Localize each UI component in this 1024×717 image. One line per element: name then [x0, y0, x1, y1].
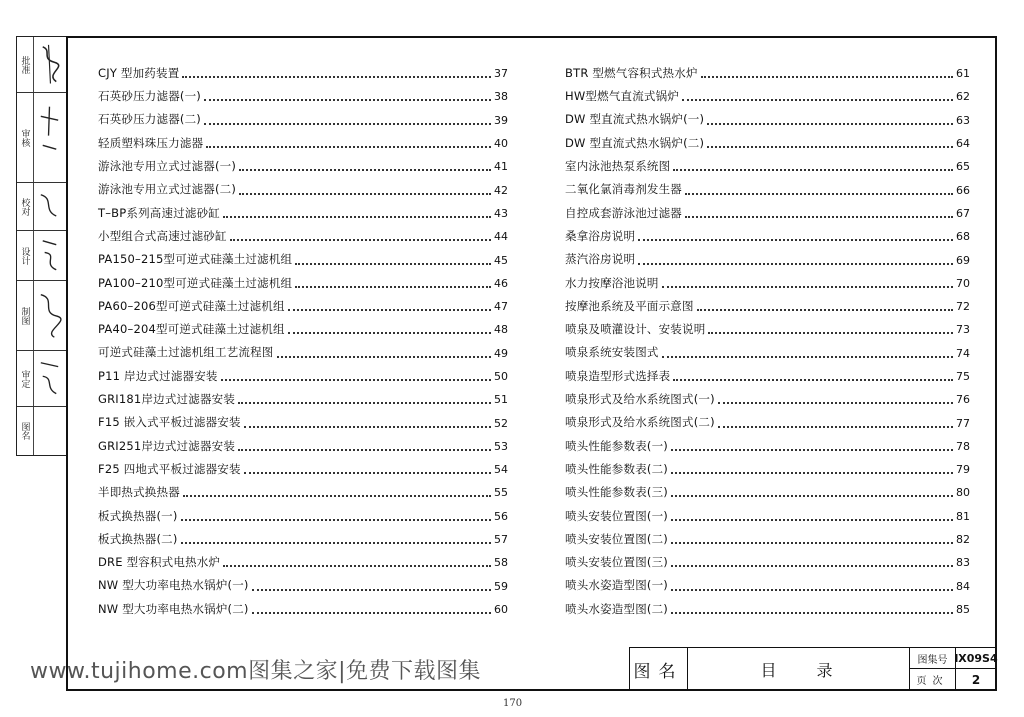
index-entry	[565, 248, 970, 271]
index-entry	[565, 481, 970, 504]
dot-leader	[671, 611, 953, 614]
dot-leader	[252, 611, 491, 614]
index-entry	[98, 575, 508, 598]
entry-page-number: 76	[956, 393, 970, 407]
entry-page-number: 57	[494, 533, 508, 547]
entry-page-number: 40	[494, 137, 508, 151]
entry-page-number: 49	[494, 346, 508, 360]
dot-leader	[277, 355, 492, 358]
index-entry	[98, 85, 508, 108]
index-entry	[565, 505, 970, 528]
entry-page-number: 62	[956, 90, 970, 104]
entry-page-number: 55	[494, 486, 508, 500]
dot-leader	[673, 378, 953, 381]
index-entry	[98, 132, 508, 155]
entry-page-number: 82	[956, 533, 970, 547]
entry-page-number: 61	[956, 67, 970, 81]
index-entry	[565, 202, 970, 225]
index-entry	[565, 458, 970, 481]
page-number-label: 页次	[910, 669, 956, 690]
dot-leader	[685, 192, 953, 195]
entry-title: 按摩池系统及平面示意图	[565, 298, 694, 313]
entry-title: NW 型大功率电热水锅炉(二)	[98, 601, 249, 616]
entry-title: 喷头安装位置图(一)	[565, 508, 668, 523]
page-number-value: 2	[971, 672, 981, 687]
index-entry	[565, 85, 970, 108]
entry-title: 喷头水姿造型图(一)	[565, 578, 668, 593]
dot-leader	[671, 494, 953, 497]
entry-title: 桑拿浴房说明	[565, 228, 636, 243]
watermark-text: www.tujihome.com图集之家|免费下载图集	[30, 659, 482, 684]
index-entry	[98, 458, 508, 481]
dot-leader	[671, 588, 953, 591]
index-entry	[565, 411, 970, 434]
index-entry	[98, 109, 508, 132]
signature-mark	[35, 235, 64, 276]
entry-page-number: 77	[956, 416, 970, 430]
index-entry	[98, 365, 508, 388]
strip-cell-approve	[17, 37, 66, 93]
entry-page-number: 59	[494, 579, 508, 593]
title-block-label: 图名	[630, 648, 688, 690]
entry-page-number: 41	[494, 160, 508, 174]
entry-page-number: 79	[956, 463, 970, 477]
footer-page-number: 170	[503, 698, 523, 709]
dot-leader	[701, 75, 953, 78]
index-entry	[565, 178, 970, 201]
entry-title: DW 型直流式热水锅炉(二)	[565, 135, 705, 150]
dot-leader	[671, 471, 953, 474]
entry-title: HW型燃气直流式锅炉	[565, 89, 680, 104]
entry-page-number: 64	[956, 137, 970, 151]
entry-title: 小型组合式高速过滤砂缸	[98, 228, 227, 243]
entry-page-number: 37	[494, 67, 508, 81]
entry-page-number: 51	[494, 393, 508, 407]
entry-page-number: 83	[956, 556, 970, 570]
entry-page-number: 63	[956, 113, 970, 127]
entry-page-number: 45	[494, 253, 508, 267]
entry-page-number: 78	[956, 439, 970, 453]
index-entry	[98, 388, 508, 411]
strip-cell-review	[17, 93, 66, 183]
dot-leader	[295, 262, 491, 265]
entry-title: 喷头水姿造型图(二)	[565, 601, 668, 616]
entry-title: 石英砂压力滤器(二)	[98, 112, 201, 127]
entry-title: F25 四地式平板过滤器安装	[98, 461, 241, 476]
entry-title: 喷泉造型形式选择表	[565, 368, 671, 383]
dot-leader	[288, 331, 491, 334]
index-entry	[565, 388, 970, 411]
dot-leader	[708, 331, 953, 334]
entry-page-number: 68	[956, 230, 970, 244]
entry-page-number: 81	[956, 509, 970, 523]
entry-title: DRE 型容积式电热水炉	[98, 555, 221, 570]
index-entry	[98, 435, 508, 458]
entry-title: 喷头安装位置图(二)	[565, 531, 668, 546]
entry-page-number: 85	[956, 602, 970, 616]
strip-cell-name	[17, 407, 66, 455]
entry-title: 室内泳池热泵系统图	[565, 159, 671, 174]
index-entry	[98, 295, 508, 318]
index-entry	[98, 342, 508, 365]
index-entry	[98, 225, 508, 248]
index-entry	[565, 272, 970, 295]
index-entry	[98, 202, 508, 225]
entry-page-number: 42	[494, 183, 508, 197]
entry-title: DW 型直流式热水锅炉(一)	[565, 112, 705, 127]
strip-label: 审定	[19, 369, 30, 388]
signature-mark	[35, 41, 64, 87]
dot-leader	[673, 168, 953, 171]
strip-label: 校对	[19, 197, 30, 216]
atlas-number-label: 图集号	[910, 648, 956, 669]
entry-title: 喷泉及喷灌设计、安装说明	[565, 322, 706, 337]
dot-leader	[718, 425, 953, 428]
title-block-title: 目录	[688, 648, 910, 690]
entry-title: P11 岸边式过滤器安装	[98, 368, 218, 383]
dot-leader	[239, 168, 491, 171]
entry-title: 板式换热器(一)	[98, 508, 178, 523]
index-entry	[565, 295, 970, 318]
signature-mark	[35, 187, 64, 226]
signature-mark	[35, 355, 64, 401]
index-entry	[565, 62, 970, 85]
entry-title: 喷泉形式及给水系统图式(二)	[565, 415, 715, 430]
entry-title: 游泳池专用立式过滤器(二)	[98, 182, 237, 197]
strip-cell-authorize	[17, 351, 66, 407]
index-entry	[565, 528, 970, 551]
signature-mark	[35, 97, 64, 174]
index-entry	[98, 318, 508, 341]
entry-page-number: 46	[494, 276, 508, 290]
entry-page-number: 48	[494, 323, 508, 337]
entry-title: PA100–210型可逆式硅藻土过滤机组	[98, 275, 293, 290]
signature-strip	[16, 36, 66, 456]
entry-page-number: 38	[494, 90, 508, 104]
index-entry	[98, 411, 508, 434]
dot-leader	[244, 425, 491, 428]
entry-title: BTR 型燃气容积式热水炉	[565, 65, 698, 80]
entry-title: 水力按摩浴池说明	[565, 275, 659, 290]
dot-leader	[252, 588, 491, 591]
index-column-left	[98, 62, 508, 621]
dot-leader	[707, 122, 953, 125]
strip-cell-draw	[17, 281, 66, 351]
entry-page-number: 84	[956, 579, 970, 593]
dot-leader	[204, 98, 491, 101]
entry-page-number: 52	[494, 416, 508, 430]
dot-leader	[662, 355, 953, 358]
index-column-right	[565, 62, 970, 621]
entry-page-number: 67	[956, 206, 970, 220]
dot-leader	[204, 122, 491, 125]
dot-leader	[183, 494, 491, 497]
entry-title: 自控成套游泳池过滤器	[565, 205, 682, 220]
index-entry	[565, 365, 970, 388]
entry-page-number: 50	[494, 370, 508, 383]
index-entry	[565, 318, 970, 341]
entry-page-number: 47	[494, 300, 508, 314]
entry-title: 石英砂压力滤器(一)	[98, 89, 201, 104]
index-entry	[98, 62, 508, 85]
index-entry	[98, 178, 508, 201]
entry-page-number: 75	[956, 370, 970, 383]
index-entry	[565, 435, 970, 458]
dot-leader	[671, 518, 953, 521]
dot-leader	[181, 518, 491, 521]
entry-title: GRI181岸边式过滤器安装	[98, 392, 236, 407]
entry-title: 可逆式硅藻土过滤机组工艺流程图	[98, 345, 274, 360]
index-entry	[565, 575, 970, 598]
entry-page-number: 72	[956, 300, 970, 314]
entry-title: 蒸汽浴房说明	[565, 252, 636, 267]
dot-leader	[697, 308, 953, 311]
dot-leader	[295, 285, 491, 288]
entry-title: PA40–204型可逆式硅藻土过滤机组	[98, 322, 285, 337]
index-entry	[98, 155, 508, 178]
dot-leader	[638, 262, 953, 265]
entry-page-number: 65	[956, 160, 970, 174]
entry-page-number: 44	[494, 230, 508, 244]
entry-title: NW 型大功率电热水锅炉(一)	[98, 578, 249, 593]
entry-title: 游泳池专用立式过滤器(一)	[98, 159, 237, 174]
index-entry	[98, 528, 508, 551]
dot-leader	[682, 98, 953, 101]
entry-title: T–BP系列高速过滤砂缸	[98, 205, 220, 220]
index-entry	[565, 132, 970, 155]
dot-leader	[718, 401, 953, 404]
strip-label: 批准	[19, 55, 30, 74]
dot-leader	[244, 471, 491, 474]
entry-page-number: 58	[494, 556, 508, 570]
entry-page-number: 43	[494, 206, 508, 220]
dot-leader	[671, 564, 953, 567]
title-block	[629, 647, 997, 691]
index-entry	[565, 342, 970, 365]
index-entry	[98, 598, 508, 621]
entry-page-number: 53	[494, 439, 508, 453]
dot-leader	[223, 564, 491, 567]
dot-leader	[238, 448, 491, 451]
dot-leader	[638, 238, 953, 241]
index-entry	[98, 505, 508, 528]
entry-page-number: 74	[956, 346, 970, 360]
entry-title: 喷头性能参数表(二)	[565, 461, 668, 476]
atlas-number-value: Ⅸ09S4	[956, 648, 996, 669]
entry-title: 喷头安装位置图(三)	[565, 555, 668, 570]
index-entry	[98, 481, 508, 504]
entry-title: 板式换热器(二)	[98, 531, 178, 546]
entry-page-number: 54	[494, 463, 508, 477]
dot-leader	[685, 215, 953, 218]
strip-label: 制图	[19, 306, 30, 325]
entry-page-number: 60	[494, 602, 508, 616]
dot-leader	[671, 448, 953, 451]
entry-title: 喷泉系统安装图式	[565, 345, 659, 360]
dot-leader	[288, 308, 491, 311]
dot-leader	[239, 192, 491, 195]
entry-title: 喷泉形式及给水系统图式(一)	[565, 392, 715, 407]
strip-cell-check	[17, 183, 66, 231]
dot-leader	[707, 145, 953, 148]
entry-title: 轻质塑料珠压力滤器	[98, 135, 204, 150]
entry-title: 半即热式换热器	[98, 485, 180, 500]
dot-leader	[230, 238, 491, 241]
entry-page-number: 70	[956, 276, 970, 290]
entry-title: PA60–206型可逆式硅藻土过滤机组	[98, 298, 285, 313]
dot-leader	[206, 145, 491, 148]
index-entry	[98, 551, 508, 574]
index-entry	[565, 155, 970, 178]
strip-cell-design	[17, 231, 66, 281]
entry-page-number: 56	[494, 509, 508, 523]
entry-page-number: 39	[494, 113, 508, 127]
dot-leader	[671, 541, 953, 544]
strip-label: 设计	[19, 246, 30, 265]
entry-page-number: 69	[956, 253, 970, 267]
entry-page-number: 80	[956, 486, 970, 500]
index-entry	[565, 551, 970, 574]
entry-title: GRI251岸边式过滤器安装	[98, 438, 236, 453]
strip-label: 审核	[19, 128, 30, 147]
dot-leader	[662, 285, 953, 288]
dot-leader	[182, 75, 491, 78]
index-entry	[565, 225, 970, 248]
dot-leader	[238, 401, 491, 404]
entry-title: 二氧化氯消毒剂发生器	[565, 182, 682, 197]
entry-page-number: 73	[956, 323, 970, 337]
strip-label: 图名	[19, 422, 30, 440]
entry-title: 喷头性能参数表(三)	[565, 485, 668, 500]
entry-title: PA150–215型可逆式硅藻土过滤机组	[98, 252, 293, 267]
dot-leader	[181, 541, 491, 544]
entry-title: F15 嵌入式平板过滤器安装	[98, 415, 241, 430]
entry-title: 喷头性能参数表(一)	[565, 438, 668, 453]
index-entry	[98, 272, 508, 295]
signature-mark	[35, 285, 64, 343]
entry-title: CJY 型加药装置	[98, 65, 180, 80]
index-entry	[565, 598, 970, 621]
dot-leader	[221, 378, 491, 381]
entry-page-number: 66	[956, 183, 970, 197]
dot-leader	[223, 215, 491, 218]
index-entry	[565, 109, 970, 132]
index-entry	[98, 248, 508, 271]
